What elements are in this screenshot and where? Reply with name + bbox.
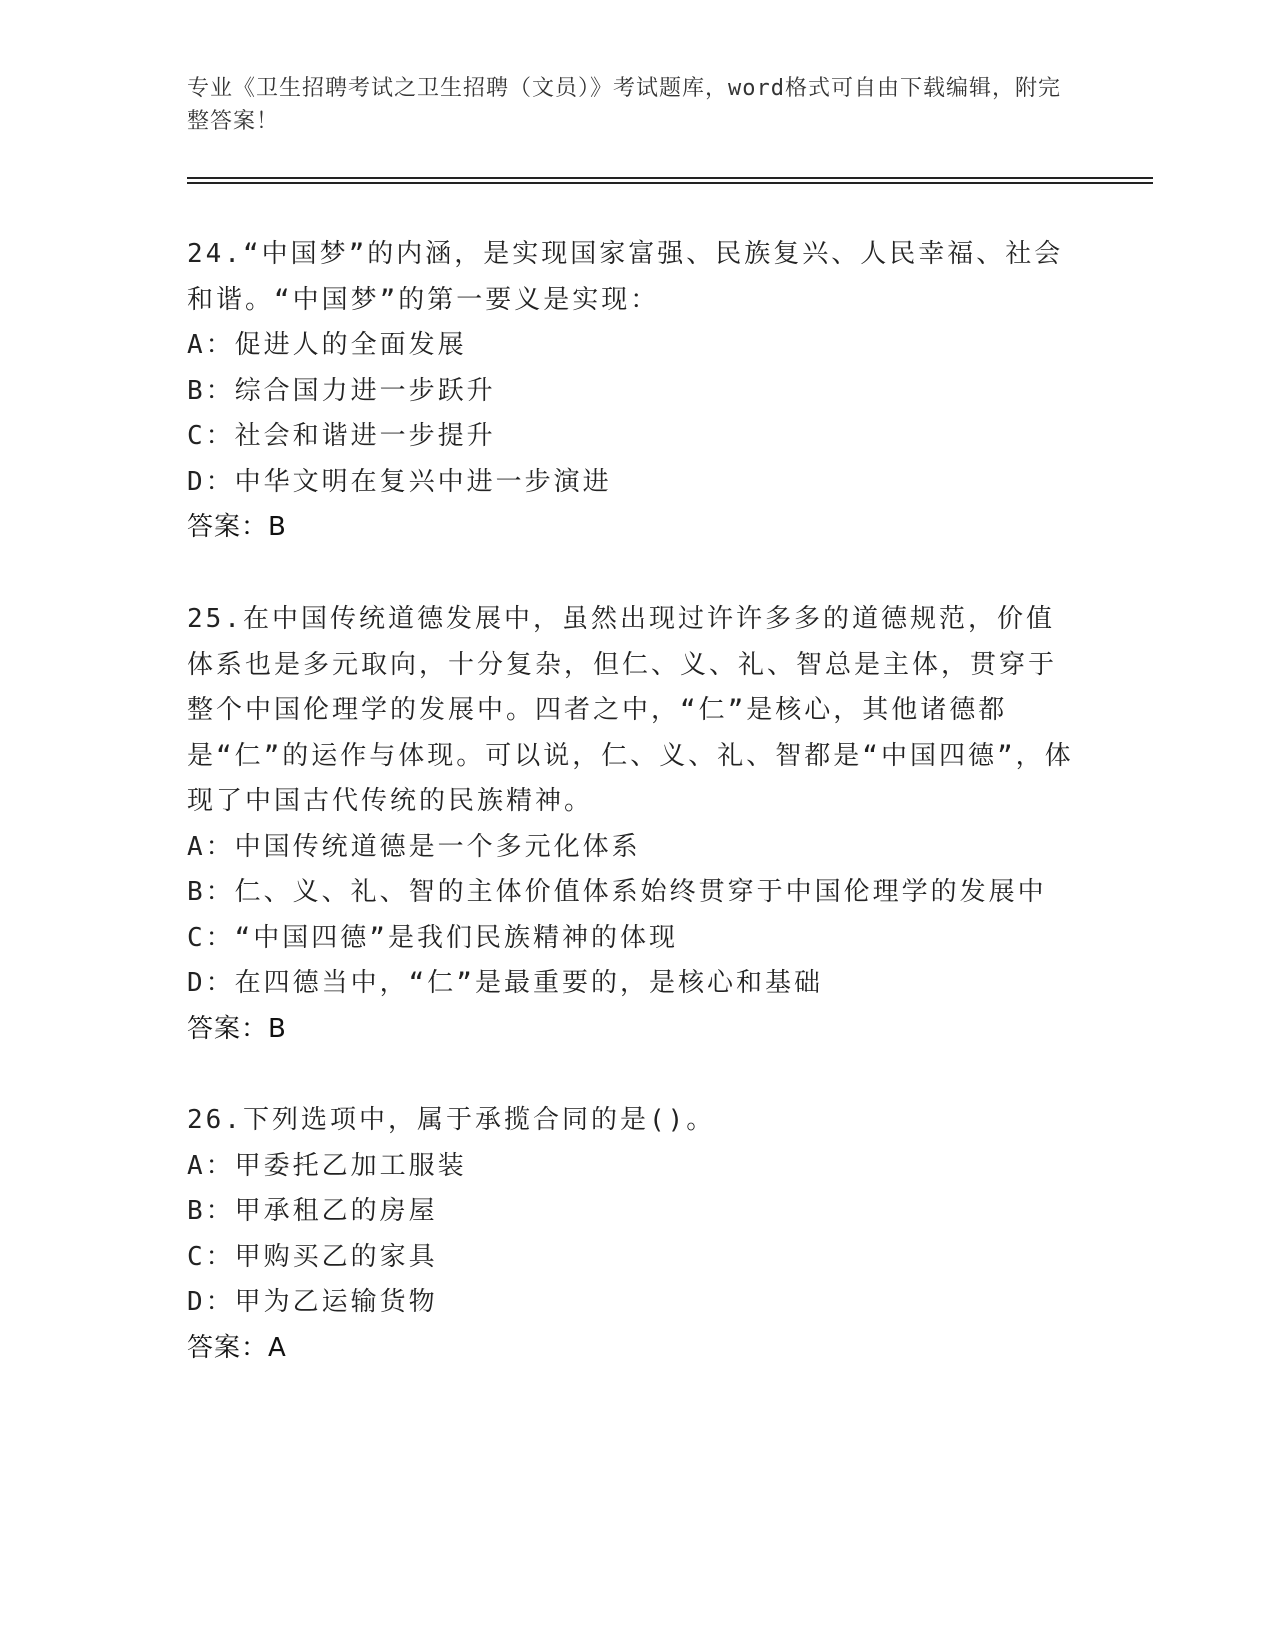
question-25 bbox=[187, 597, 1077, 1052]
option-c: C：甲购买乙的家具 bbox=[187, 1241, 438, 1272]
question-stem bbox=[187, 232, 1077, 323]
option-a: A：中国传统道德是一个多元化体系 bbox=[187, 831, 641, 862]
option-b: B：综合国力进一步跃升 bbox=[187, 375, 496, 406]
question-24 bbox=[187, 232, 1077, 551]
option-d: D：甲为乙运输货物 bbox=[187, 1287, 438, 1317]
question-number: 26. bbox=[187, 1105, 243, 1135]
option-d: D：中华文明在复兴中进一步演进 bbox=[187, 466, 612, 497]
question-text: “中国梦”的内涵，是实现国家富强、民族复兴、人民幸福、社会和谐。“中国梦”的第一要义是实现： bbox=[187, 239, 1064, 315]
question-number: 25. bbox=[187, 604, 243, 634]
option-c: C：“中国四德”是我们民族精神的体现 bbox=[187, 922, 678, 953]
header-text: 专业《卫生招聘考试之卫生招聘（文员）》考试题库，word格式可自由下载编辑，附完整答案！ bbox=[187, 76, 1061, 134]
document-header bbox=[187, 72, 1067, 138]
option-c: C：社会和谐进一步提升 bbox=[187, 421, 496, 451]
option-b: B：仁、义、礼、智的主体价值体系始终贯穿于中国伦理学的发展中 bbox=[187, 877, 1047, 907]
question-stem bbox=[187, 1098, 1077, 1144]
header-divider-top bbox=[187, 177, 1153, 179]
option-b: B：甲承租乙的房屋 bbox=[187, 1196, 438, 1226]
option-a: A：甲委托乙加工服装 bbox=[187, 1150, 467, 1181]
question-number: 24. bbox=[187, 239, 243, 269]
option-d: D：在四德当中，“仁”是最重要的，是核心和基础 bbox=[187, 968, 823, 998]
question-text: 下列选项中，属于承揽合同的是()。 bbox=[242, 1105, 716, 1135]
answer: 答案：B bbox=[187, 512, 287, 542]
header-divider-bottom bbox=[187, 182, 1153, 184]
question-text: 在中国传统道德发展中，虽然出现过许许多多的道德规范，价值体系也是多元取向，十分复杂，但仁、义、礼、智总是主体，贯穿于整个中国伦理学的发展中。四者之中，“仁”是核心，其他诸德都是“仁”的运作与体现。可以说，仁、义、礼、智都是“中国四德”，体现了中国古代传统的民族精神。 bbox=[187, 604, 1074, 816]
answer: 答案：A bbox=[187, 1332, 287, 1363]
question-stem bbox=[187, 597, 1077, 825]
option-a: A：促进人的全面发展 bbox=[187, 330, 467, 360]
answer: 答案：B bbox=[187, 1013, 287, 1044]
question-26 bbox=[187, 1098, 1077, 1371]
